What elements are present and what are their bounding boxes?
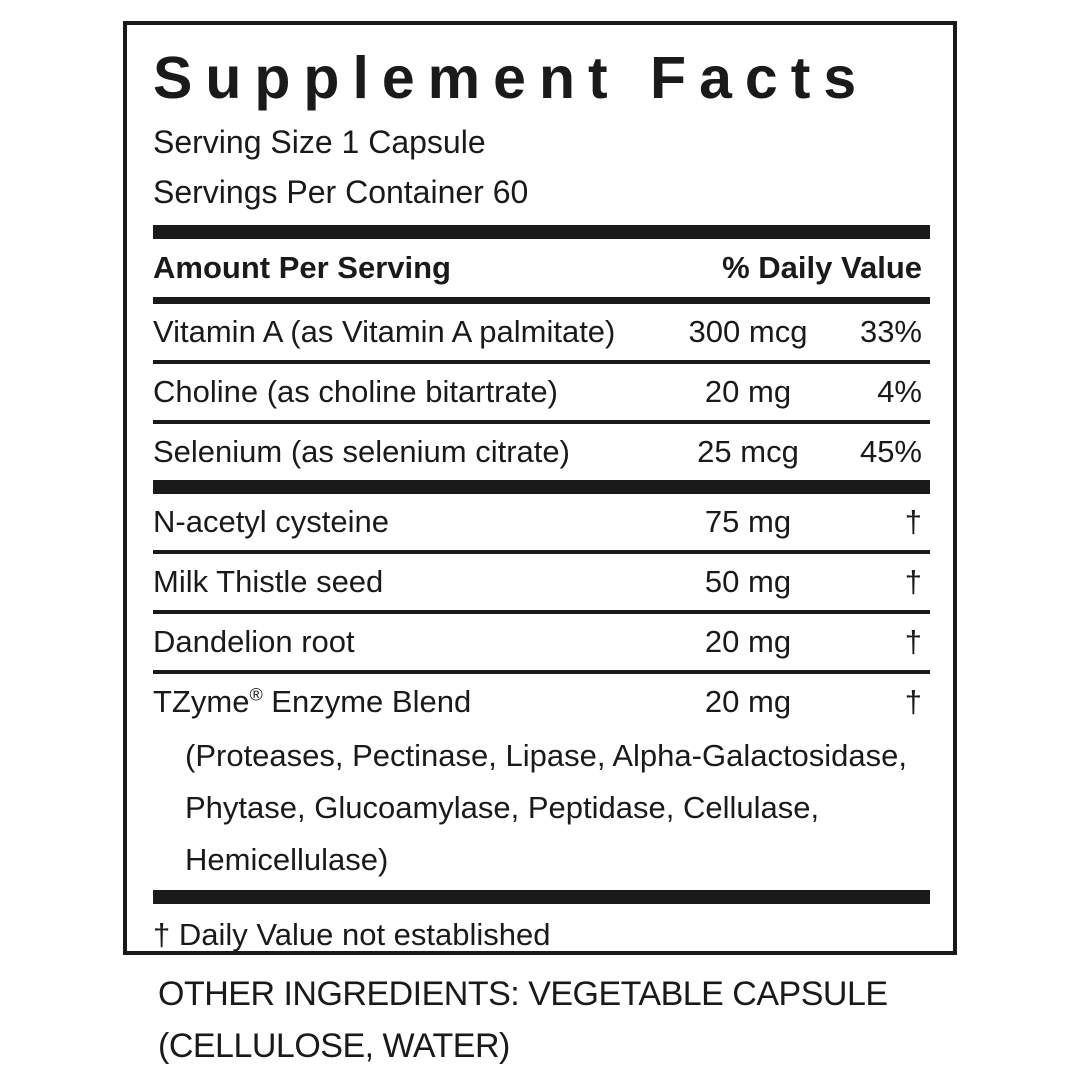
daily-value-footnote: † Daily Value not established bbox=[153, 917, 551, 952]
supplement-facts-panel bbox=[123, 21, 957, 955]
table-row bbox=[153, 304, 930, 360]
registered-trademark-symbol: ® bbox=[249, 684, 263, 705]
ingredient-daily-value: 33% bbox=[859, 314, 922, 349]
ingredient-daily-value: 45% bbox=[859, 434, 922, 469]
ingredient-name: Selenium (as selenium citrate) bbox=[153, 434, 570, 469]
table-row bbox=[153, 424, 930, 480]
table-row bbox=[153, 494, 930, 550]
ingredient-amount: 20 mg bbox=[704, 374, 792, 409]
ingredient-amount: 75 mg bbox=[704, 504, 792, 539]
thick-separator-bar bbox=[153, 890, 930, 904]
ingredient-name: N-acetyl cysteine bbox=[153, 504, 390, 539]
ingredient-name: Choline (as choline bitartrate) bbox=[153, 374, 558, 409]
ingredient-name: Vitamin A (as Vitamin A palmitate) bbox=[153, 314, 616, 349]
serving-size-line: Serving Size 1 Capsule bbox=[153, 124, 486, 160]
ingredient-name: Dandelion root bbox=[153, 624, 355, 659]
thick-separator-bar bbox=[153, 480, 930, 494]
enzyme-blend-components bbox=[153, 730, 930, 890]
ingredient-amount: 20 mg bbox=[704, 684, 792, 719]
amount-per-serving-header: Amount Per Serving bbox=[153, 250, 451, 285]
table-row bbox=[153, 674, 930, 730]
ingredient-daily-value: † bbox=[904, 624, 922, 659]
medium-separator-rule bbox=[153, 297, 930, 304]
ingredient-amount: 25 mcg bbox=[697, 434, 799, 469]
daily-value-header: % Daily Value bbox=[722, 250, 922, 285]
ingredient-amount: 50 mg bbox=[704, 564, 792, 599]
enzyme-blend-name-suffix: Enzyme Blend bbox=[262, 684, 472, 719]
other-ingredients bbox=[158, 968, 888, 1072]
serving-info bbox=[153, 117, 930, 217]
ingredient-daily-value: † bbox=[904, 504, 922, 539]
ingredient-name bbox=[153, 683, 663, 721]
servings-per-container-line: Servings Per Container 60 bbox=[153, 174, 529, 210]
ingredient-amount: 300 mcg bbox=[688, 314, 808, 349]
enzyme-blend-name: TZyme bbox=[153, 684, 250, 719]
supplement-facts-title: Supplement Facts bbox=[153, 45, 870, 111]
enzyme-blend-components-line: Hemicellulase) bbox=[185, 842, 389, 877]
ingredient-name: Milk Thistle seed bbox=[153, 564, 384, 599]
ingredient-daily-value: 4% bbox=[877, 374, 922, 409]
table-row bbox=[153, 614, 930, 670]
enzyme-blend-components-line: Phytase, Glucoamylase, Peptidase, Cellulase, bbox=[185, 790, 820, 825]
other-ingredients-line1: OTHER INGREDIENTS: VEGETABLE CAPSULE bbox=[158, 975, 888, 1013]
ingredient-daily-value: † bbox=[904, 684, 922, 719]
enzyme-blend-components-line: (Proteases, Pectinase, Lipase, Alpha-Galactosidase, bbox=[185, 738, 908, 773]
table-row bbox=[153, 554, 930, 610]
ingredient-amount: 20 mg bbox=[704, 624, 792, 659]
other-ingredients-line2: (CELLULOSE, WATER) bbox=[158, 1027, 510, 1065]
table-row bbox=[153, 364, 930, 420]
table-header-row bbox=[153, 239, 930, 297]
thick-separator-bar bbox=[153, 225, 930, 239]
ingredient-daily-value: † bbox=[904, 564, 922, 599]
